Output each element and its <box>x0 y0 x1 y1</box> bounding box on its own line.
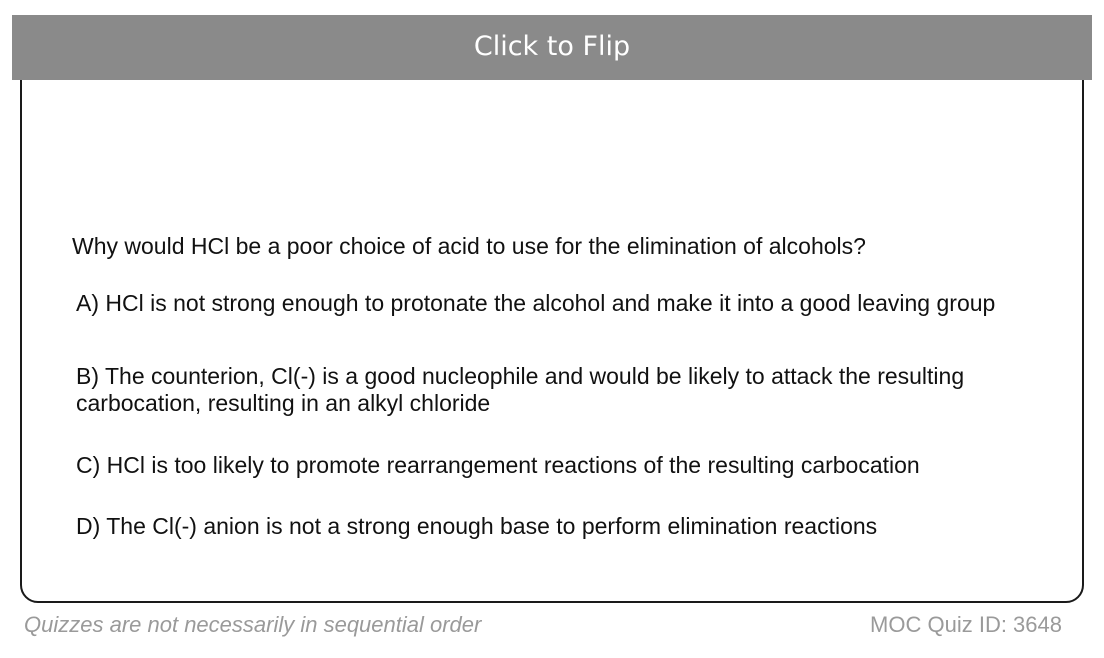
option-a: A) HCl is not strong enough to protonate the alcohol and make it into a good leaving group <box>76 290 996 316</box>
click-to-flip-button[interactable]: Click to Flip <box>12 15 1092 80</box>
sequence-note: Quizzes are not necessarily in sequential order <box>24 612 482 637</box>
quiz-id: MOC Quiz ID: 3648 <box>870 612 1062 637</box>
option-d: D) The Cl(-) anion is not a strong enough base to perform elimination reactions <box>76 513 878 539</box>
option-b: B) The counterion, Cl(-) is a good nucleophile and would be likely to attack the resulting carbocation, resulting in an alkyl chloride <box>76 363 965 416</box>
option-c: C) HCl is too likely to promote rearrangement reactions of the resulting carbocation <box>76 452 920 478</box>
flashcard[interactable] <box>20 18 1084 603</box>
question-text: Why would HCl be a poor choice of acid to use for the elimination of alcohols? <box>72 233 866 259</box>
